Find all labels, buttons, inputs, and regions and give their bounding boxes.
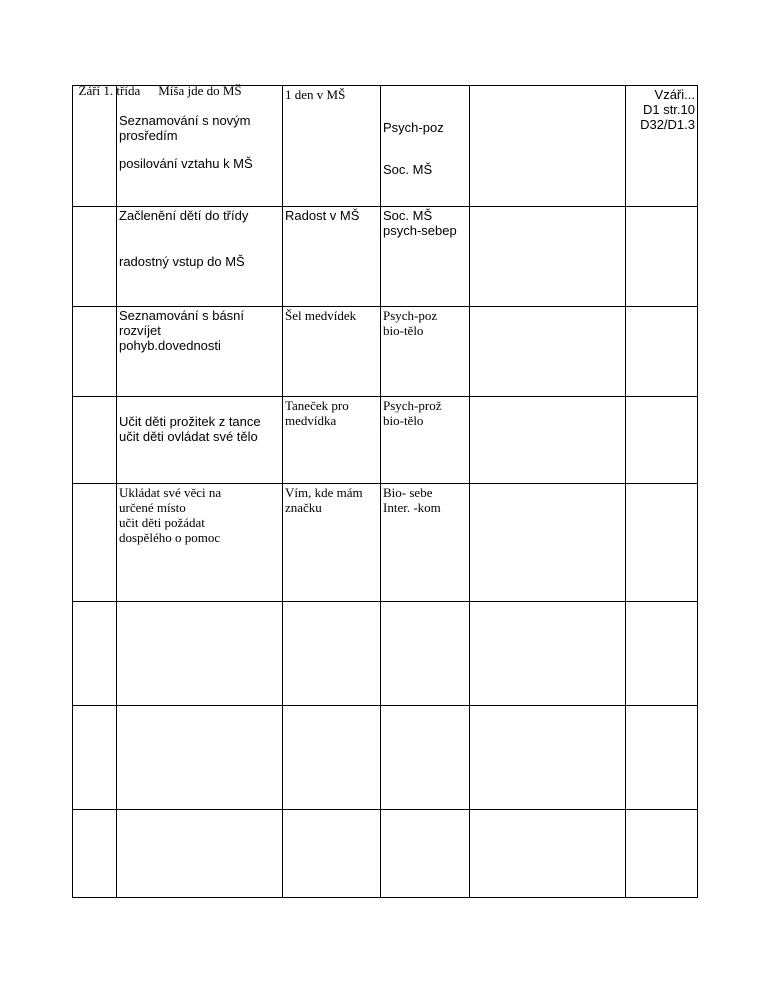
- areas-cell: [381, 397, 470, 484]
- goal-text: posilování vztahu k MŠ: [119, 156, 253, 171]
- activity-cell: [283, 397, 381, 484]
- activity-text: Vím, kde mám značku: [285, 485, 363, 515]
- activity-text: Šel medvídek: [285, 308, 357, 323]
- goal-text: Ukládat své věci na určené místo učit děti požádat dospělého o pomoc: [119, 485, 222, 545]
- areas-cell: [381, 602, 470, 706]
- empty-cell: [470, 307, 626, 397]
- area-text: Soc. MŠ psych-sebep: [383, 208, 457, 238]
- activity-cell: [283, 810, 381, 898]
- empty-cell: [470, 207, 626, 307]
- theme-title: Míša jde do MŠ: [158, 83, 242, 98]
- goal-text: Začlenění dětí do třídy: [119, 208, 249, 223]
- areas-cell: [381, 810, 470, 898]
- empty-cell: [470, 484, 626, 602]
- goals-cell: [117, 207, 283, 307]
- area-text: Bio- sebe Inter. -kom: [383, 485, 441, 515]
- table-row: [73, 307, 698, 397]
- empty-cell: [470, 397, 626, 484]
- table-row: [73, 86, 698, 207]
- goal-text: Seznamování s novým prosředím: [119, 113, 251, 143]
- empty-cell: [470, 706, 626, 810]
- goal-text: Seznamování s básní rozvíjet pohyb.dovednosti: [119, 308, 245, 353]
- table-row: [73, 706, 698, 810]
- table-row: [73, 397, 698, 484]
- areas-cell: [381, 706, 470, 810]
- row-marker-cell: [73, 706, 117, 810]
- empty-cell: [470, 810, 626, 898]
- activity-cell: [283, 602, 381, 706]
- goals-cell: [117, 706, 283, 810]
- activity-cell: [283, 207, 381, 307]
- notes-cell: [626, 207, 698, 307]
- notes-cell: [626, 602, 698, 706]
- activity-cell: [283, 307, 381, 397]
- activity-text: Radost v MŠ: [285, 208, 360, 223]
- area-text: Soc. MŠ: [383, 162, 433, 177]
- areas-cell: [381, 484, 470, 602]
- activity-cell: [283, 484, 381, 602]
- month-class-label: Září 1. třída: [78, 83, 141, 98]
- activity-cell: [283, 706, 381, 810]
- goal-text: radostný vstup do MŠ: [119, 254, 245, 269]
- table-row: [73, 484, 698, 602]
- goals-cell: [117, 307, 283, 397]
- notes-cell: [626, 810, 698, 898]
- area-text: Psych-poz: [383, 120, 444, 135]
- notes-cell: [626, 397, 698, 484]
- notes-cell: [626, 484, 698, 602]
- plan-table: [72, 85, 698, 898]
- areas-cell: [381, 86, 470, 207]
- table-row: [73, 602, 698, 706]
- areas-cell: [381, 307, 470, 397]
- goals-cell: [117, 397, 283, 484]
- activity-text: 1 den v MŠ: [285, 87, 346, 102]
- goals-cell: [117, 86, 283, 207]
- goals-cell: [117, 602, 283, 706]
- table-row: [73, 810, 698, 898]
- notes-cell: [626, 307, 698, 397]
- notes-text: Vzáři... D1 str.10 D32/D1.3: [640, 87, 695, 132]
- area-text: Psych-poz bio-tělo: [383, 308, 438, 338]
- row-marker-cell: [73, 602, 117, 706]
- row-marker-cell: [73, 207, 117, 307]
- area-text: Psych-prož bio-tělo: [383, 398, 442, 428]
- row-marker-cell: [73, 484, 117, 602]
- goal-text: Učit děti prožitek z tance učit děti ovládat své tělo: [119, 414, 261, 444]
- activity-cell: [283, 86, 381, 207]
- row-marker-cell: [73, 307, 117, 397]
- goals-cell: [117, 484, 283, 602]
- notes-cell: [626, 86, 698, 207]
- row-marker-cell: [73, 397, 117, 484]
- row-marker-cell: [73, 810, 117, 898]
- activity-text: Taneček pro medvídka: [285, 398, 349, 428]
- row-marker-cell: [73, 86, 117, 207]
- empty-cell: [470, 602, 626, 706]
- empty-cell: [470, 86, 626, 207]
- areas-cell: [381, 207, 470, 307]
- goals-cell: [117, 810, 283, 898]
- notes-cell: [626, 706, 698, 810]
- table-row: [73, 207, 698, 307]
